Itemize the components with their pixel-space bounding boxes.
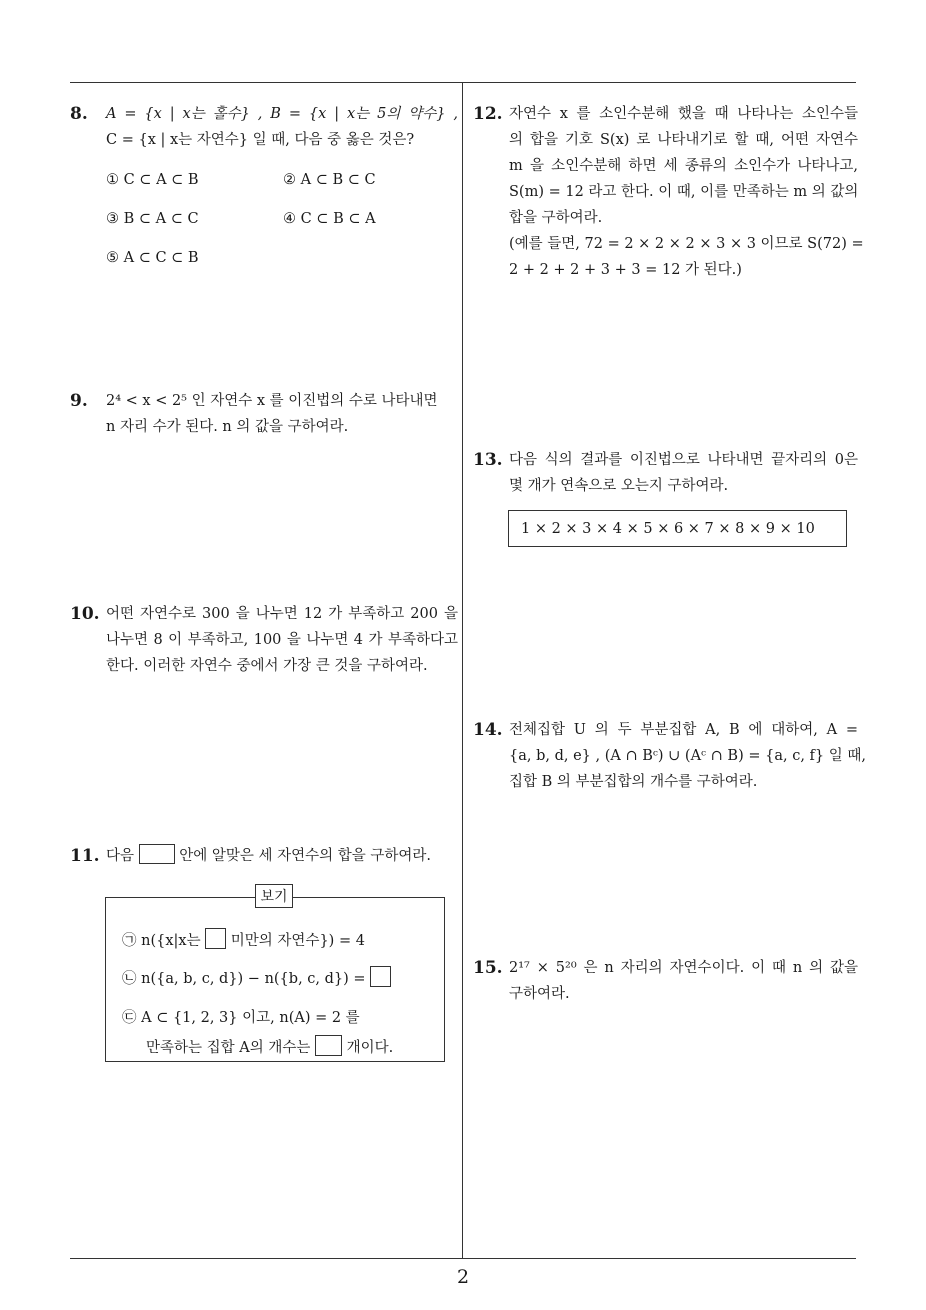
question-text-line: m 을 소인수분해 하면 세 종류의 소인수가 나타나고, xyxy=(509,158,858,174)
blank-box xyxy=(370,966,391,987)
question-text-line: 한다. 이러한 자연수 중에서 가장 큰 것을 구하여라. xyxy=(106,658,428,674)
bogi-item-text: ㉢ A ⊂ {1, 2, 3} 이고, n(A) = 2 를 xyxy=(122,1010,360,1026)
question-text-line: 구하여라. xyxy=(509,986,570,1002)
question-text-line: 집합 B 의 부분집합의 개수를 구하여라. xyxy=(509,774,758,790)
choice-2[interactable]: ② A ⊂ B ⊂ C xyxy=(283,172,376,188)
question-text: 다음 xyxy=(106,848,135,864)
question-text: 안에 알맞은 세 자연수의 합을 구하여라. xyxy=(179,848,431,864)
bogi-label: 보기 xyxy=(255,884,293,908)
question-text-line: 합을 구하여라. xyxy=(509,210,603,226)
question-8 xyxy=(70,101,458,287)
question-number: 10. xyxy=(70,604,100,624)
choice-4[interactable]: ④ C ⊂ B ⊂ A xyxy=(283,211,376,227)
bottom-rule xyxy=(70,1258,856,1259)
question-number: 14. xyxy=(473,720,503,740)
question-text-line: 2 + 2 + 2 + 3 + 3 = 12 가 된다.) xyxy=(509,262,742,278)
question-number: 9. xyxy=(70,391,88,411)
answer-blank-box xyxy=(139,844,175,864)
question-11 xyxy=(70,843,458,869)
question-15 xyxy=(473,955,858,1007)
bogi-item-text: 개이다. xyxy=(346,1040,394,1056)
choice-3[interactable]: ③ B ⊂ A ⊂ C xyxy=(106,211,199,227)
question-text-line: S(m) = 12 라고 한다. 이 때, 이를 만족하는 m 의 값의 xyxy=(509,184,859,200)
bogi-item-text: ㉠ n({x|x는 xyxy=(122,933,201,949)
question-number: 13. xyxy=(473,450,503,470)
question-text-line: (예를 들면, 72 = 2 × 2 × 2 × 3 × 3 이므로 S(72) = xyxy=(509,236,864,252)
top-rule xyxy=(70,82,856,83)
choice-1[interactable]: ① C ⊂ A ⊂ B xyxy=(106,172,199,188)
question-number: 11. xyxy=(70,846,100,866)
bogi-item-b xyxy=(122,966,391,988)
question-text-line: 나누면 8 이 부족하고, 100 을 나누면 4 가 부족하다고 xyxy=(106,632,458,648)
bogi-item-a xyxy=(122,928,365,950)
question-13 xyxy=(473,447,858,499)
question-text-line: 자연수 x 를 소인수분해 했을 때 나타나는 소인수들 xyxy=(509,106,858,122)
blank-box xyxy=(315,1035,342,1056)
question-12 xyxy=(473,101,864,283)
bogi-item-text: ㉡ n({a, b, c, d}) − n({b, c, d}) = xyxy=(122,971,366,987)
question-text-line: 2¹⁷ × 5²⁰ 은 n 자리의 자연수이다. 이 때 n 의 값을 xyxy=(509,960,858,976)
question-number: 8. xyxy=(70,104,88,124)
question-number: 12. xyxy=(473,104,503,124)
question-10 xyxy=(70,601,458,679)
question-text-line: 다음 식의 결과를 이진법으로 나타내면 끝자리의 0은 xyxy=(509,452,858,468)
column-divider xyxy=(462,82,463,1258)
expression-box: 1 × 2 × 3 × 4 × 5 × 6 × 7 × 8 × 9 × 10 xyxy=(508,510,847,547)
question-text-line: 전체집합 U 의 두 부분집합 A, B 에 대하여, A = xyxy=(509,722,858,738)
bogi-item-text: 만족하는 집합 A의 개수는 xyxy=(146,1040,311,1056)
choice-5[interactable]: ⑤ A ⊂ C ⊂ B xyxy=(106,250,199,266)
question-number: 15. xyxy=(473,958,503,978)
question-text-line: 몇 개가 연속으로 오는지 구하여라. xyxy=(509,478,729,494)
question-14 xyxy=(473,717,866,795)
question-text-line: {a, b, d, e} , (A ∩ Bᶜ) ∪ (Aᶜ ∩ B) = {a, c, f} 일 때, xyxy=(509,748,866,764)
bogi-item-c xyxy=(122,1006,393,1057)
page-number: 2 xyxy=(456,1266,470,1288)
question-text-line: 의 합을 기호 S(x) 로 나타내기로 할 때, 어떤 자연수 xyxy=(509,132,858,148)
question-text-line: A = {x | x는 홀수} , B = {x | x는 5의 약수} , xyxy=(106,106,458,122)
question-text-line: n 자리 수가 된다. n 의 값을 구하여라. xyxy=(106,419,349,435)
question-text-line: 어떤 자연수로 300 을 나누면 12 가 부족하고 200 을 xyxy=(106,606,458,622)
question-text-line: 2⁴ < x < 2⁵ 인 자연수 x 를 이진법의 수로 나타내면 xyxy=(106,393,438,409)
bogi-item-text: 미만의 자연수}) = 4 xyxy=(230,933,365,949)
question-9 xyxy=(70,388,458,440)
choice-list xyxy=(106,167,458,287)
blank-box xyxy=(205,928,226,949)
question-text-line: C = {x | x는 자연수} 일 때, 다음 중 옳은 것은? xyxy=(106,132,415,148)
